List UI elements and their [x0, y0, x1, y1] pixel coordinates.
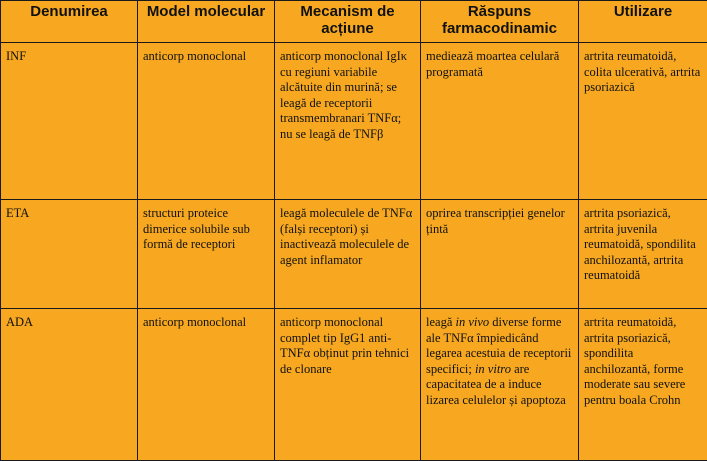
raspuns-text-3: are capacitatea de a induce lizarea celulelor și apoptoza — [426, 362, 566, 407]
header-model-molecular: Model molecular — [138, 1, 275, 43]
header-utilizare: Utilizare — [579, 1, 707, 43]
cell-utilizare: artrita reumatoidă, colita ulcerativă, artrita psoriazică — [579, 43, 707, 200]
cell-mecanism: leagă moleculele de TNFα (falși receptori) și inactivează moleculele de agent inflamator — [275, 200, 421, 309]
cell-raspuns: mediează moartea celulară programată — [421, 43, 579, 200]
raspuns-in-vivo: in vivo — [456, 315, 490, 329]
header-denumirea: Denumirea — [1, 1, 138, 43]
cell-denumirea: INF — [1, 43, 138, 200]
cell-denumirea: ETA — [1, 200, 138, 309]
cell-raspuns: oprirea transcripției genelor țintă — [421, 200, 579, 309]
table-row — [1, 309, 707, 461]
header-raspuns-farmacodinamic: Răspuns farmacodinamic — [421, 1, 579, 43]
cell-raspuns — [421, 309, 579, 461]
cell-mecanism: anticorp monoclonal complet tip IgG1 anti-TNFα obținut prin tehnici de clonare — [275, 309, 421, 461]
table-row — [1, 200, 707, 309]
cell-model: anticorp monoclonal — [138, 43, 275, 200]
raspuns-text-2: diverse forme ale TNFα împiedicând legarea acestuia de receptorii specifici; — [426, 315, 571, 376]
raspuns-text-1: leagă — [426, 315, 456, 329]
header-row — [1, 1, 707, 43]
cell-denumirea: ADA — [1, 309, 138, 461]
cell-model: structuri proteice dimerice solubile sub formă de receptori — [138, 200, 275, 309]
cell-mecanism: anticorp monoclonal IgIκ cu regiuni variabile alcătuite din murină; se leagă de receptorii transmembranari TNFα; nu se leagă de TNFβ — [275, 43, 421, 200]
cell-utilizare: artrita psoriazică, artrita juvenila reumatoidă, spondilita anchilozantă, artrita reumatoidă — [579, 200, 707, 309]
header-mecanism-actiune: Mecanism de acțiune — [275, 1, 421, 43]
cell-model: anticorp monoclonal — [138, 309, 275, 461]
raspuns-in-vitro: in vitro — [475, 362, 511, 376]
table-row — [1, 43, 707, 200]
cell-utilizare: artrita reumatoidă, artrita psoriazică, spondilita anchilozantă, forme moderate sau severe pentru boala Crohn — [579, 309, 707, 461]
